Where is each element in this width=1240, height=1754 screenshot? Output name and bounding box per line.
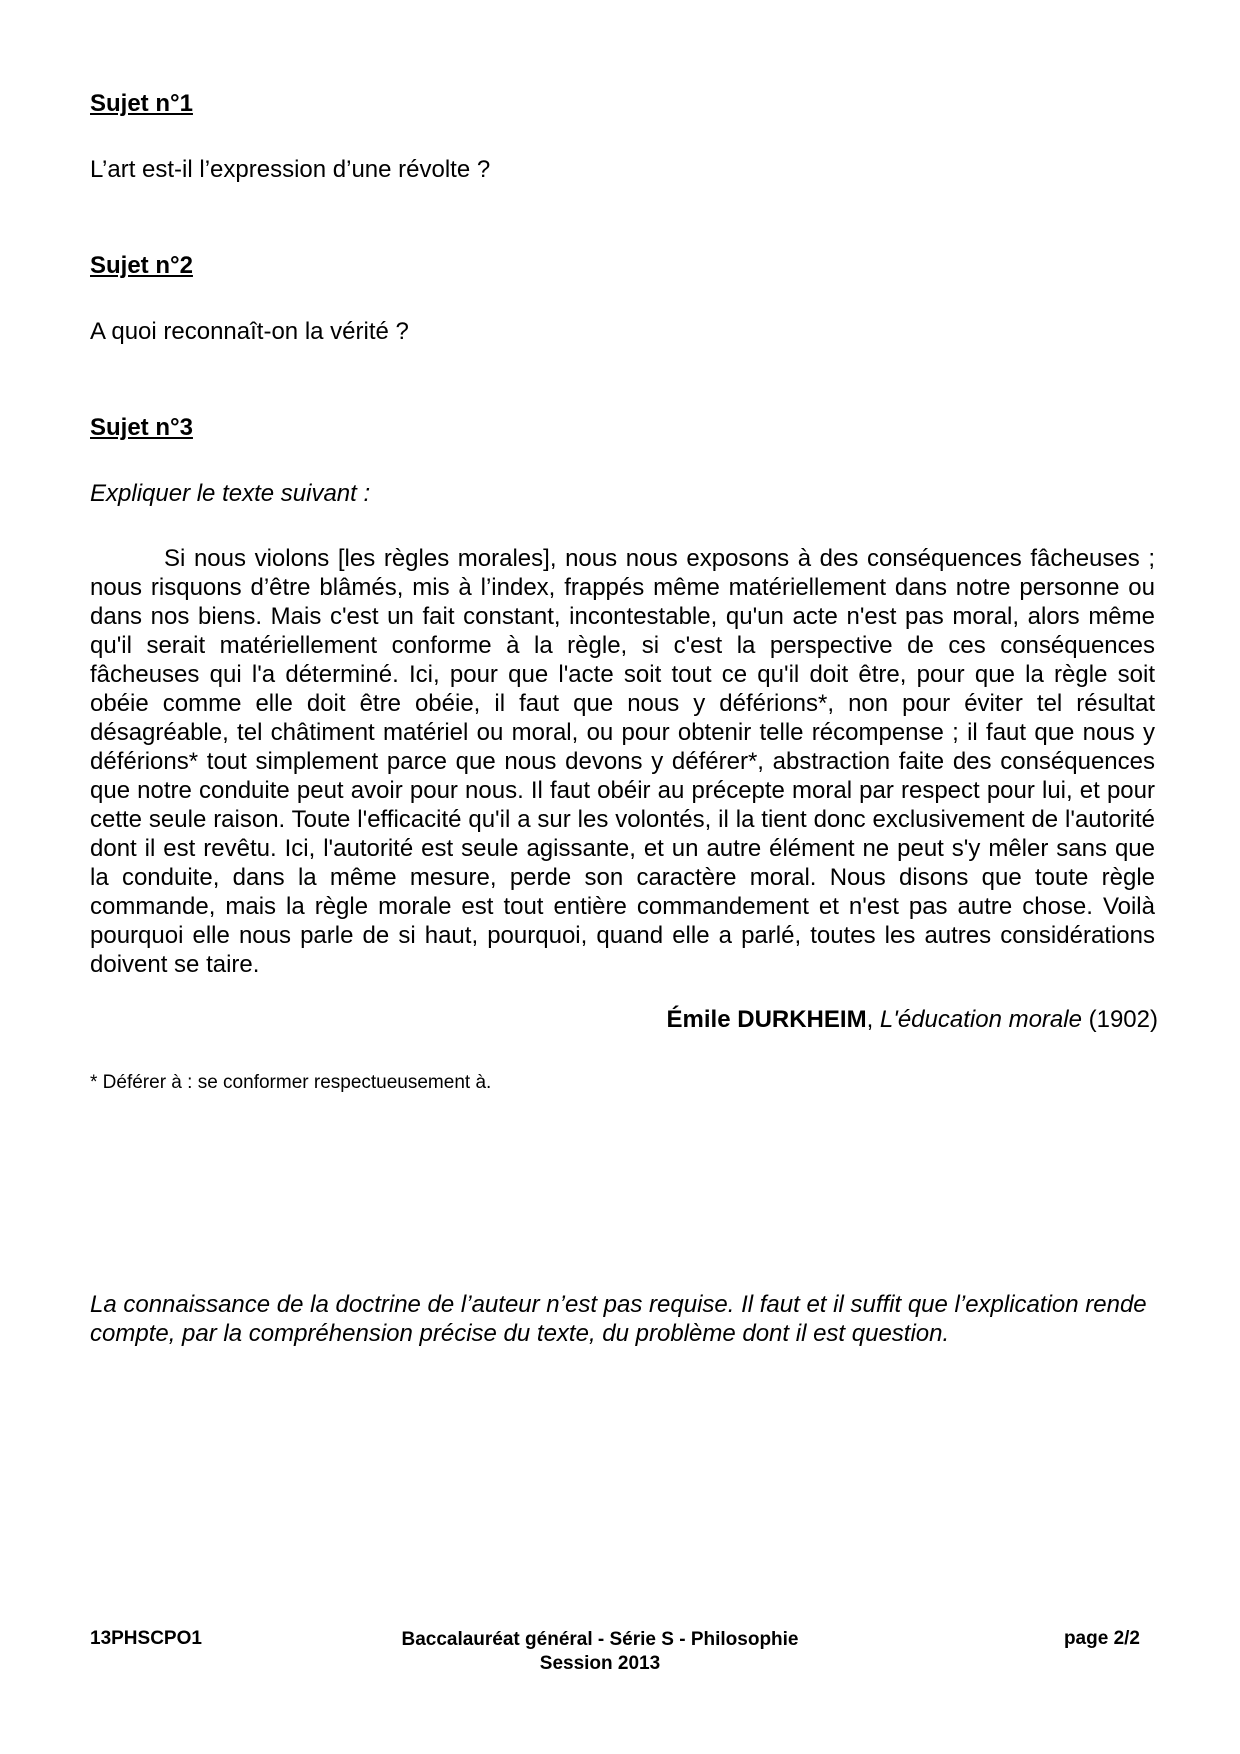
footer-title: Baccalauréat général - Série S - Philosophie (401, 1629, 799, 1650)
subject-1-heading: Sujet n°1 (90, 90, 193, 117)
citation (667, 1006, 1158, 1034)
citation-separator: , (866, 1006, 880, 1033)
footer-code: 13PHSCPO1 (90, 1628, 202, 1649)
citation-author: Émile DURKHEIM (666, 1006, 867, 1033)
citation-year: (1902) (1081, 1006, 1158, 1033)
footer-title-block (390, 1628, 810, 1676)
method-advice: La connaissance de la doctrine de l’auteur n’est pas requise. Il faut et il suffit que l’explication rende compte, par la compréhension précise du texte, du problème dont il est question. (90, 1291, 1147, 1347)
subject-2-question: A quoi reconnaît-on la vérité ? (90, 318, 409, 345)
text-passage: Si nous violons [les règles morales], nous nous exposons à des conséquences fâcheuses ; nous risquons d’être blâmés, mis à l’index, frappés même matériellement dans notre personne ou dans nos biens. Mais c'est un fait constant, incontestable, qu'un acte n'est pas moral, alors même qu'il serait matériellement conforme à la règle, si c'est la perspective de ces conséquences fâcheuses qui l'a déterminé. Ici, pour que l'acte soit tout ce qu'il doit être, pour que la règle soit obéie comme elle doit être obéie, il faut que nous y déférions*, non pour éviter tel résultat désagréable, tel châtiment matériel ou moral, ou pour obtenir telle récompense ; il faut que nous y déférions* tout simplement parce que nous devons y déférer*, abstraction faite des conséquences que notre conduite peut avoir pour nous. Il faut obéir au précepte moral par respect pour lui, et pour cette seule raison. Toute l'efficacité qu'il a sur les volontés, il la tient donc exclusivement de l'autorité dont il est revêtu. Ici, l'autorité est seule agissante, et un autre élément ne peut s'y mêler sans que la conduite, dans la même mesure, perde son caractère moral. Nous disons que toute règle commande, mais la règle morale est tout entière commandement et n'est pas autre chose. Voilà pourquoi elle nous parle de si haut, pourquoi, quand elle a parlé, toutes les autres considérations doivent se taire. (90, 545, 1155, 978)
footer-page-number: page 2/2 (1063, 1628, 1140, 1649)
footnote: * Déférer à : se conformer respectueusement à. (90, 1072, 492, 1093)
subject-1-question: L’art est-il l’expression d’une révolte ? (90, 156, 491, 183)
footer-session: Session 2013 (539, 1653, 661, 1674)
citation-work: L'éducation morale (879, 1006, 1082, 1033)
subject-3-heading: Sujet n°3 (90, 414, 193, 441)
subject-3-instruction: Expliquer le texte suivant : (90, 480, 371, 507)
subject-2-heading: Sujet n°2 (90, 252, 193, 279)
page-footer (90, 1628, 1140, 1688)
